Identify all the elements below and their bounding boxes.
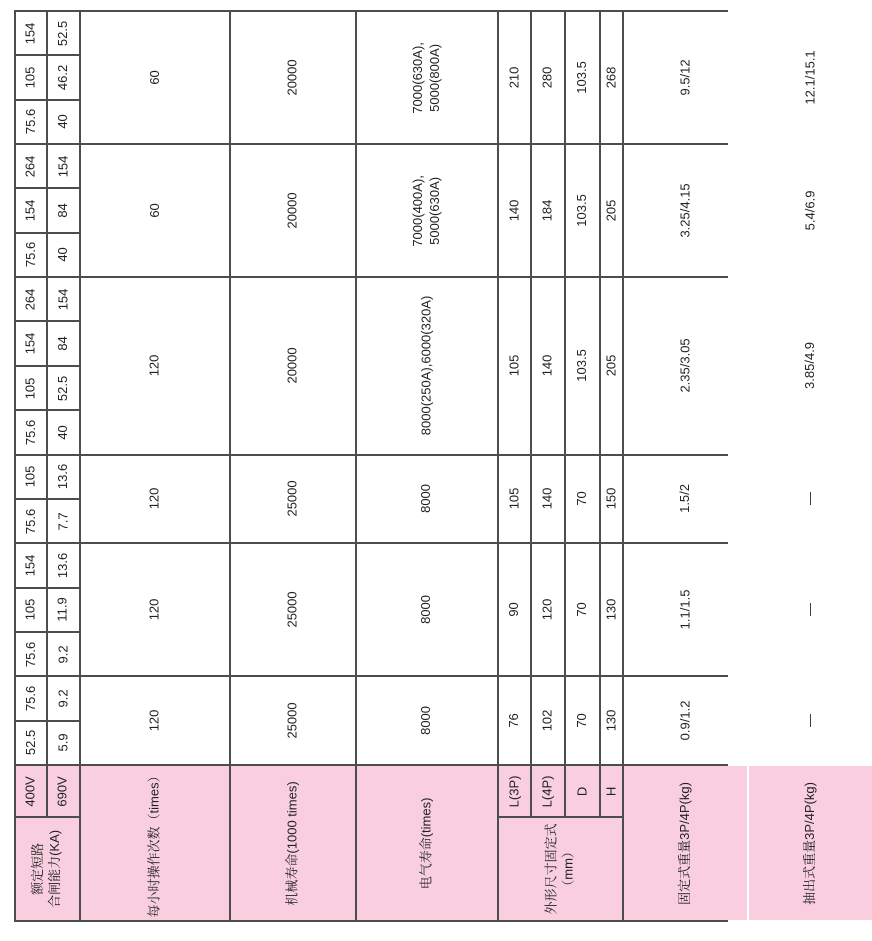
ops-cell (81, 677, 229, 764)
ops-value: 120 (146, 709, 162, 732)
l3p-cell (499, 456, 531, 543)
icm400-value: 75.6 (22, 419, 38, 445)
l3p-cell (499, 12, 531, 143)
icm690-cell (48, 56, 78, 98)
icm400-cell (16, 456, 46, 498)
header-690v-label: 690V (55, 775, 71, 807)
ops-value: 120 (146, 598, 162, 621)
mech-value: 20000 (284, 59, 300, 96)
header-line2: （mm） (560, 845, 576, 893)
icm400-cell (16, 278, 46, 320)
icm690-value: 7.7 (55, 512, 71, 531)
drawout-weight-cell (749, 456, 872, 543)
icm400-value: 75.6 (22, 641, 38, 667)
elec-cell (357, 12, 497, 143)
icm690-value: 84 (55, 336, 71, 351)
ops-cell (81, 278, 229, 453)
drawout-weight-cell (749, 677, 872, 764)
fixed-weight-value: 1.1/1.5 (677, 589, 693, 630)
depth-cell (566, 677, 599, 764)
header-ops-per-hour-label: 每小时操作次数（times） (146, 768, 162, 918)
fixed-weight-value: 1.5/2 (677, 484, 693, 514)
icm400-cell (16, 589, 46, 631)
header-400v-label: 400V (22, 775, 38, 807)
mech-cell (231, 278, 355, 453)
elec-cell (357, 544, 497, 675)
icm690-value: 84 (55, 203, 71, 218)
icm690-cell (48, 189, 78, 231)
mech-value: 20000 (284, 347, 300, 384)
l4p-cell (532, 544, 564, 675)
icm400-value: 105 (22, 66, 38, 89)
l3p-cell (499, 145, 531, 276)
header-ops-per-hour (81, 766, 229, 920)
l4p-cell (532, 677, 564, 764)
fixed-weight-cell (624, 278, 747, 453)
mech-cell (231, 145, 355, 276)
icm400-value: 264 (22, 155, 38, 178)
icm400-cell (16, 677, 46, 719)
icm690-cell (48, 278, 78, 320)
elec-value: 8000 (418, 706, 434, 736)
header-drawout-weight-label: 抽出式重量3P/4P(kg) (802, 781, 818, 905)
icm690-value: 11.9 (55, 597, 71, 622)
elec-line1: 7000(400A), (409, 174, 425, 247)
depth-value: 70 (573, 602, 589, 617)
drawout-weight-cell (749, 278, 872, 453)
l4p-value: 120 (539, 598, 555, 621)
mech-cell (231, 12, 355, 143)
height-value: 268 (603, 66, 619, 89)
icm690-value: 154 (55, 155, 71, 178)
header-dimensions-label (544, 823, 578, 914)
l4p-cell (532, 145, 564, 276)
header-drawout-weight (749, 766, 872, 920)
fixed-weight-cell (624, 544, 747, 675)
l3p-value: 76 (506, 713, 522, 728)
drawout-weight-value: — (802, 603, 818, 617)
icm400-value: 75.6 (22, 109, 38, 135)
header-line1: 外形尺寸固定式 (543, 823, 559, 915)
mech-value: 20000 (284, 192, 300, 229)
depth-value: 103.5 (573, 194, 589, 227)
icm400-cell (16, 544, 46, 586)
icm400-cell (16, 633, 46, 675)
icm690-value: 52.5 (55, 20, 71, 46)
elec-cell (357, 456, 497, 543)
icm400-value: 105 (22, 465, 38, 488)
icm690-value: 9.2 (55, 645, 71, 664)
header-l4p (532, 766, 564, 816)
icm690-value: 52.5 (55, 375, 71, 401)
drawout-weight-cell (749, 544, 872, 675)
spec-table (14, 10, 818, 922)
l3p-value: 140 (506, 199, 522, 222)
header-line1: 额定短路 (30, 842, 46, 895)
elec-value (410, 175, 444, 247)
icm690-cell (48, 101, 78, 143)
header-l3p (499, 766, 531, 816)
l3p-cell (499, 278, 531, 453)
header-short-circuit-capacity-label (30, 830, 64, 908)
l4p-value: 140 (539, 354, 555, 377)
l3p-value: 105 (506, 488, 522, 510)
header-short-circuit-capacity (16, 818, 79, 920)
header-690v (48, 766, 78, 816)
mech-value: 25000 (284, 702, 300, 739)
icm690-value: 40 (55, 114, 71, 130)
icm400-value: 105 (22, 377, 38, 399)
l4p-value: 280 (539, 66, 555, 89)
ops-cell (81, 145, 229, 276)
drawout-weight-cell (749, 12, 872, 143)
height-cell (601, 677, 623, 764)
depth-cell (566, 456, 599, 543)
icm400-cell (16, 56, 46, 98)
mech-cell (231, 677, 355, 764)
icm400-cell (16, 722, 46, 764)
icm400-cell (16, 367, 46, 409)
l4p-cell (532, 456, 564, 543)
header-d (566, 766, 599, 816)
header-line2: 合闸能力(KA) (47, 829, 63, 908)
depth-cell (566, 12, 599, 143)
height-value: 150 (603, 488, 619, 510)
icm690-cell (48, 12, 78, 54)
fixed-weight-value: 2.35/3.05 (677, 338, 693, 393)
icm400-value: 154 (22, 199, 38, 222)
height-cell (601, 456, 623, 543)
icm400-value: 52.5 (22, 730, 38, 756)
elec-value: 8000 (418, 484, 434, 514)
l3p-cell (499, 677, 531, 764)
fixed-weight-value: 0.9/1.2 (677, 700, 693, 741)
mech-cell (231, 544, 355, 675)
icm400-cell (16, 101, 46, 143)
icm690-value: 154 (55, 288, 71, 311)
header-h (601, 766, 623, 816)
header-mechanical-life-label: 机械寿命(1000 times) (284, 780, 300, 906)
header-400v (16, 766, 46, 816)
fixed-weight-value: 3.25/4.15 (677, 183, 693, 238)
icm400-cell (16, 234, 46, 276)
icm690-value: 13.6 (55, 464, 71, 490)
drawout-weight-value: 5.4/6.9 (802, 190, 818, 231)
depth-cell (566, 145, 599, 276)
elec-line1: 7000(630A), (409, 41, 425, 114)
icm690-cell (48, 322, 78, 364)
icm690-cell (48, 589, 78, 631)
icm400-cell (16, 411, 46, 453)
height-value: 205 (603, 199, 619, 222)
icm690-value: 40 (55, 425, 71, 440)
height-cell (601, 12, 623, 143)
icm400-cell (16, 189, 46, 231)
elec-value: 8000 (418, 595, 434, 625)
l3p-cell (499, 544, 531, 675)
elec-line2: 5000(800A) (426, 43, 442, 112)
icm690-cell (48, 722, 78, 764)
header-fixed-weight-label: 固定式重量3P/4P(kg) (677, 781, 693, 905)
icm400-value: 154 (22, 554, 38, 577)
header-l3p-label: L(3P) (506, 775, 522, 807)
depth-cell (566, 544, 599, 675)
icm400-value: 105 (22, 598, 38, 621)
elec-cell (357, 278, 497, 453)
icm690-value: 5.9 (55, 733, 71, 752)
header-electrical-life (357, 766, 497, 920)
icm400-cell (16, 145, 46, 187)
icm400-cell (16, 12, 46, 54)
icm690-value: 46.2 (55, 64, 71, 91)
height-value: 130 (603, 709, 619, 732)
ops-value: 60 (146, 70, 162, 85)
icm690-value: 40 (55, 247, 71, 263)
icm690-cell (48, 633, 78, 675)
height-cell (601, 278, 623, 453)
mech-value: 25000 (284, 591, 300, 628)
icm690-cell (48, 411, 78, 453)
ops-value: 120 (146, 354, 162, 377)
ops-cell (81, 544, 229, 675)
fixed-weight-cell (624, 145, 747, 276)
icm690-value: 9.2 (55, 689, 71, 708)
elec-value (410, 42, 444, 114)
icm690-cell (48, 367, 78, 409)
elec-value: 8000(250A),6000(320A) (418, 296, 434, 436)
header-dimensions (499, 818, 623, 920)
l3p-value: 105 (506, 354, 522, 377)
icm400-cell (16, 322, 46, 364)
header-h-label: H (603, 786, 619, 796)
l4p-cell (532, 12, 564, 143)
fixed-weight-cell (624, 677, 747, 764)
icm690-cell (48, 500, 78, 542)
l3p-value: 210 (506, 66, 522, 89)
drawout-weight-value: 3.85/4.9 (802, 342, 818, 390)
depth-value: 70 (573, 491, 589, 507)
l4p-cell (532, 278, 564, 453)
header-l4p-label: L(4P) (539, 775, 555, 807)
ops-cell (81, 12, 229, 143)
height-cell (601, 145, 623, 276)
icm400-value: 154 (22, 22, 38, 45)
icm690-cell (48, 544, 78, 586)
mech-cell (231, 456, 355, 543)
ops-cell (81, 456, 229, 543)
elec-line2: 5000(630A) (426, 176, 442, 245)
fixed-weight-cell (624, 12, 747, 143)
icm400-value: 75.6 (22, 685, 38, 712)
header-d-label: D (573, 786, 589, 796)
drawout-weight-cell (749, 145, 872, 276)
elec-cell (357, 677, 497, 764)
icm690-value: 13.6 (55, 552, 71, 579)
icm690-cell (48, 234, 78, 276)
fixed-weight-value: 9.5/12 (677, 59, 693, 96)
icm400-value: 75.6 (22, 242, 38, 268)
height-value: 130 (603, 598, 619, 621)
icm690-cell (48, 677, 78, 719)
depth-value: 103.5 (573, 61, 589, 94)
height-cell (601, 544, 623, 675)
l3p-value: 90 (506, 602, 522, 617)
icm400-value: 75.6 (22, 508, 38, 534)
drawout-weight-value: 12.1/15.1 (802, 50, 818, 105)
header-mechanical-life (231, 766, 355, 920)
icm400-value: 154 (22, 332, 38, 355)
icm400-value: 264 (22, 288, 38, 311)
drawout-weight-value: — (802, 492, 818, 506)
elec-cell (357, 145, 497, 276)
depth-cell (566, 278, 599, 453)
fixed-weight-cell (624, 456, 747, 543)
icm400-cell (16, 500, 46, 542)
icm690-cell (48, 456, 78, 498)
mech-value: 25000 (284, 480, 300, 517)
l4p-value: 102 (539, 709, 555, 732)
icm690-cell (48, 145, 78, 187)
l4p-value: 184 (539, 199, 555, 222)
depth-value: 70 (573, 713, 589, 728)
depth-value: 103.5 (573, 349, 589, 383)
ops-value: 120 (146, 488, 162, 510)
ops-value: 60 (146, 203, 162, 218)
drawout-weight-value: — (802, 714, 818, 728)
height-value: 205 (603, 354, 619, 377)
header-electrical-life-label: 电气寿命(times) (418, 797, 434, 889)
l4p-value: 140 (539, 488, 555, 510)
header-fixed-weight (624, 766, 747, 920)
